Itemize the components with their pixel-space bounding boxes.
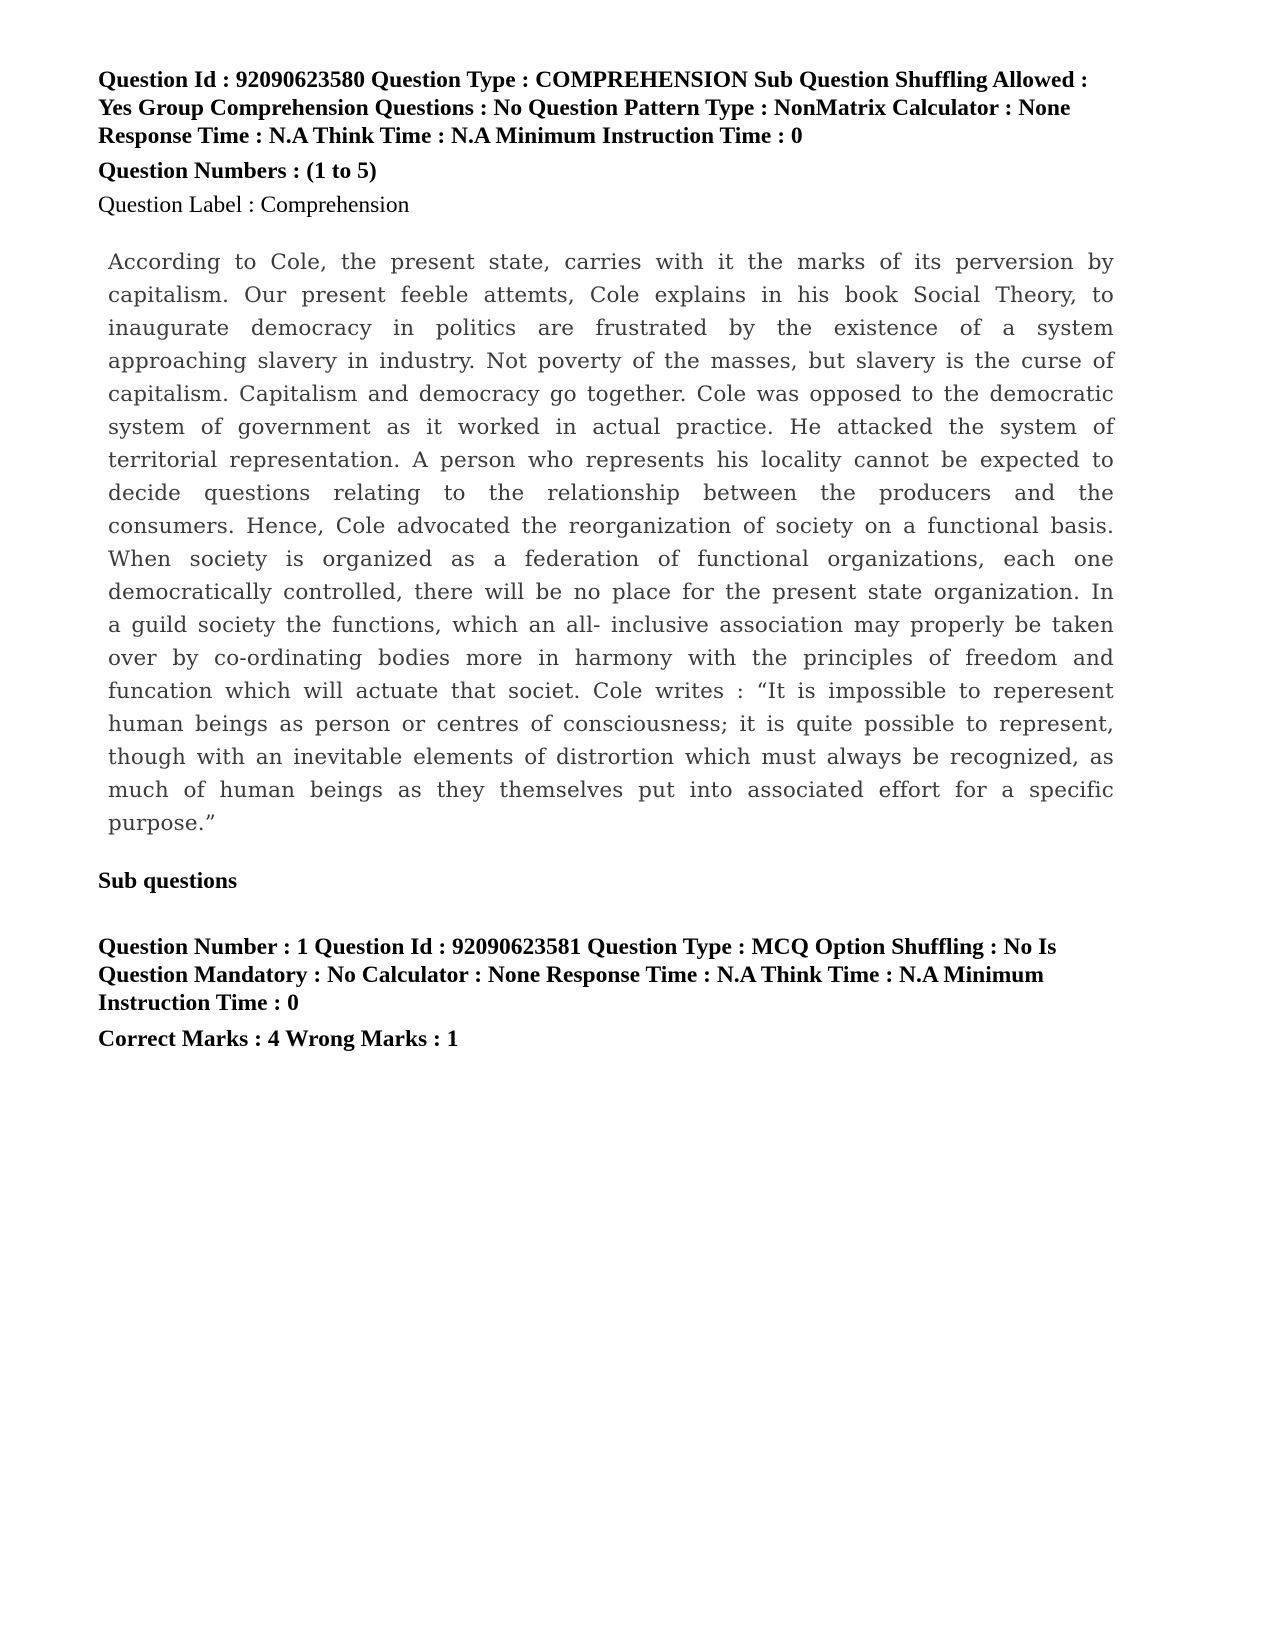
sub-question-meta [98, 933, 1188, 1017]
passage-line: human beings as person or centres of consciousness; it is quite possible to represent, [108, 712, 1114, 737]
meta-line: Instruction Time : 0 [98, 990, 299, 1016]
passage-line: capitalism. Our present feeble attemts, Cole explains in his book Social Theory, to [108, 283, 1114, 308]
meta-line: Question Mandatory : No Calculator : None Response Time : N.A Think Time : N.A Minimum [98, 962, 1044, 988]
meta-line: Yes Group Comprehension Questions : No Question Pattern Type : NonMatrix Calculator : None [98, 95, 1071, 121]
passage-line: territorial representation. A person who represents his locality cannot be expected to [108, 448, 1114, 473]
meta-line: Question Number : 1 Question Id : 92090623581 Question Type : MCQ Option Shuffling : No Is [98, 934, 1057, 960]
meta-line: Question Id : 92090623580 Question Type : COMPREHENSION Sub Question Shuffling Allowed : [98, 67, 1089, 93]
passage-line: system of government as it worked in actual practice. He attacked the system of [108, 415, 1114, 440]
passage-line: consumers. Hence, Cole advocated the reorganization of society on a functional basis. [108, 514, 1114, 539]
comprehension-passage [108, 246, 1114, 840]
passage-line: a guild society the functions, which an all- inclusive association may properly be taken [108, 613, 1114, 638]
marks-info: Correct Marks : 4 Wrong Marks : 1 [98, 1026, 459, 1052]
passage-line: approaching slavery in industry. Not poverty of the masses, but slavery is the curse of [108, 349, 1114, 374]
passage-line: When society is organized as a federation of functional organizations, each one [108, 547, 1114, 572]
passage-line: decide questions relating to the relationship between the producers and the [108, 481, 1114, 506]
passage-line: over by co-ordinating bodies more in harmony with the principles of freedom and [108, 646, 1114, 671]
meta-line: Response Time : N.A Think Time : N.A Minimum Instruction Time : 0 [98, 123, 803, 149]
passage-line: democratically controlled, there will be no place for the present state organization. In [108, 580, 1114, 605]
passage-line: inaugurate democracy in politics are frustrated by the existence of a system [108, 316, 1114, 341]
passage-line: much of human beings as they themselves put into associated effort for a specific [108, 778, 1114, 803]
passage-line: According to Cole, the present state, carries with it the marks of its perversion by [108, 250, 1114, 275]
passage-line: capitalism. Capitalism and democracy go together. Cole was opposed to the democratic [108, 382, 1114, 407]
question-label: Question Label : Comprehension [98, 192, 410, 218]
passage-line: purpose.” [108, 811, 216, 836]
passage-line: though with an inevitable elements of distrortion which must always be recognized, as [108, 745, 1114, 770]
passage-line: funcation which will actuate that societ. Cole writes : “It is impossible to reperesent [108, 679, 1114, 704]
sub-questions-heading: Sub questions [98, 868, 238, 894]
comprehension-question-meta [98, 66, 1188, 150]
question-numbers: Question Numbers : (1 to 5) [98, 158, 377, 184]
